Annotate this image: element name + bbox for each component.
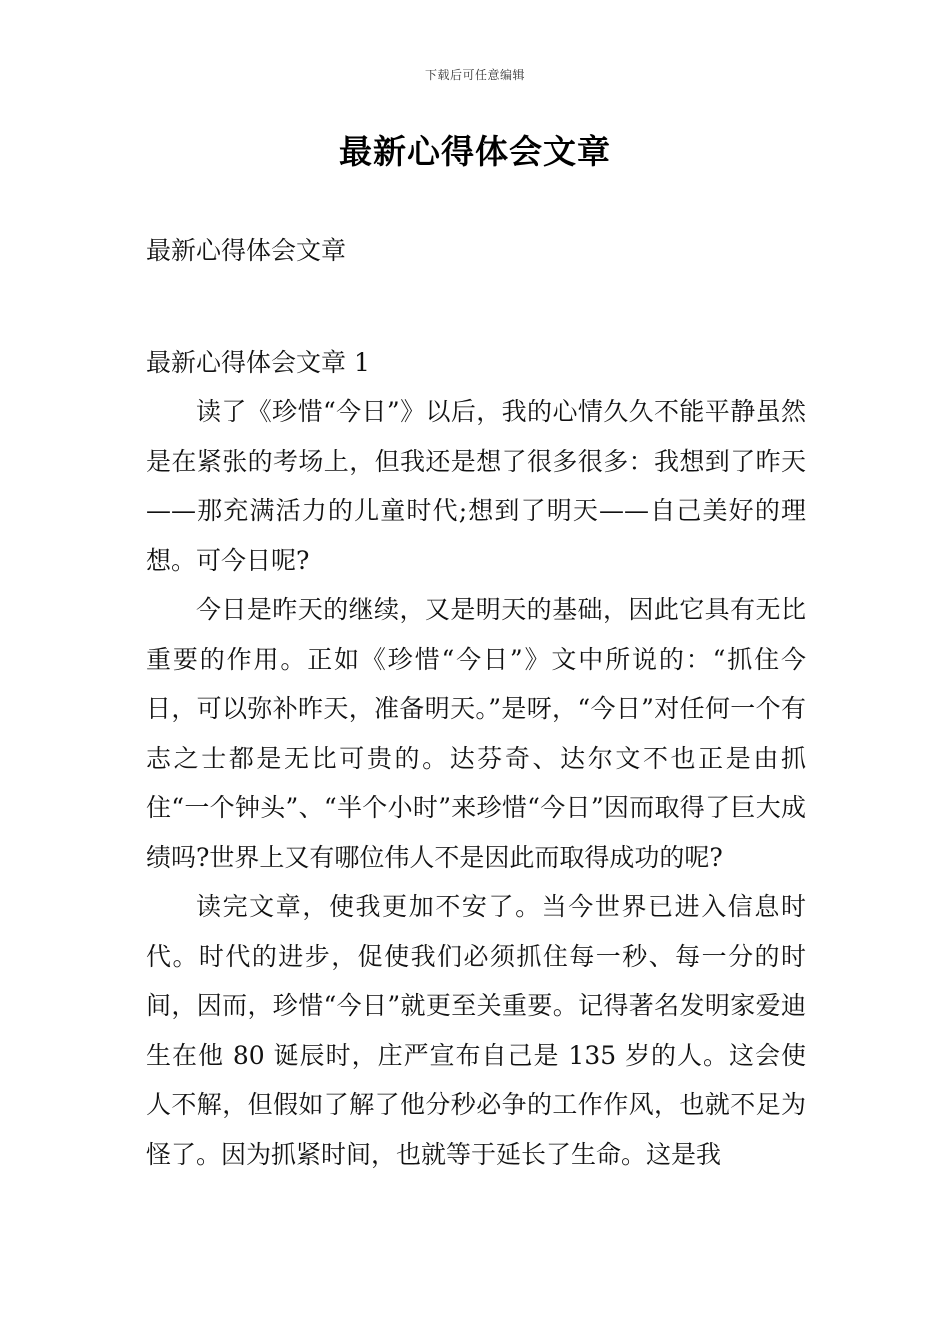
paragraph-3: 读完文章，使我更加不安了。当今世界已进入信息时代。时代的进步，促使我们必须抓住每一秒、每一分的时间，因而，珍惜“今日”就更至关重要。记得著名发明家爱迪生在他 80 诞辰时，庄严宣布自己是 135 岁的人。这会使人不解，但假如了解了他分秒必争的工作作风，也就不足为怪了。因为抓紧时间，也就等于延长了生命。这是我 <box>146 892 806 1169</box>
document-body <box>146 226 806 1179</box>
spacer <box>146 276 806 338</box>
header-note: 下载后可任意编辑 <box>424 68 525 82</box>
subtitle: 最新心得体会文章 <box>146 236 347 265</box>
section-heading: 最新心得体会文章 1 <box>146 347 370 377</box>
document-title: 最新心得体会文章 <box>339 132 611 171</box>
paragraph-1: 读了《珍惜“今日”》以后，我的心情久久不能平静虽然是在紧张的考场上，但我还是想了很多很多：我想到了昨天——那充满活力的儿童时代;想到了明天——自己美好的理想。可今日呢? <box>146 397 806 575</box>
paragraph-2: 今日是昨天的继续，又是明天的基础，因此它具有无比重要的作用。正如《珍惜“今日”》文中所说的：“抓住今日，可以弥补昨天，准备明天。”是呀，“今日”对任何一个有志之士都是无比可贵的。达芬奇、达尔文不也正是由抓住“一个钟头”、“半个小时”来珍惜“今日”因而取得了巨大成绩吗?世界上又有哪位伟人不是因此而取得成功的呢? <box>146 595 806 872</box>
